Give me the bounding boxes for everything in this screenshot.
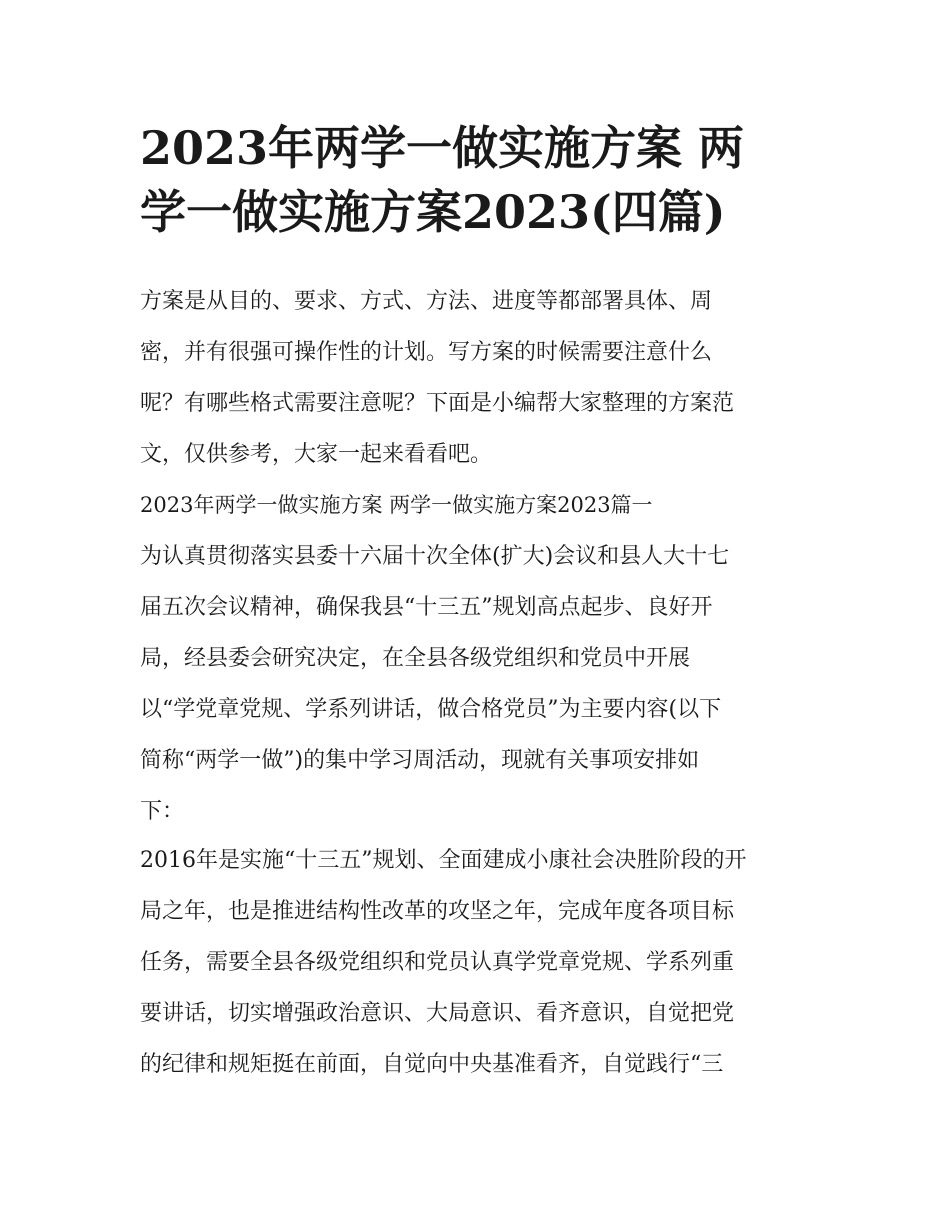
paragraph-two — [140, 835, 840, 1090]
text-line: 文，仅供参考，大家一起来看看吧。 — [140, 442, 493, 467]
text-line: 局之年，也是推进结构性改革的攻坚之年，完成年度各项目标 — [140, 899, 735, 924]
text-line: 以“学党章党规、学系列讲话，做合格党员”为主要内容(以下 — [140, 697, 722, 722]
document-title — [140, 116, 840, 244]
text-line: 为认真贯彻落实县委十六届十次全体(扩大)会议和县人大十七 — [140, 544, 730, 569]
text-line: 届五次会议精神，确保我县“十三五”规划高点起步、良好开 — [140, 595, 713, 620]
text-line: 局，经县委会研究决定，在全县各级党组织和党员中开展 — [140, 646, 691, 671]
text-line: 2016年是实施“十三五”规划、全面建成小康社会决胜阶段的开 — [140, 848, 747, 873]
title-line: 2023年两学一做实施方案 两 — [140, 121, 745, 175]
text-line: 的纪律和规矩挺在前面，自觉向中央基准看齐，自觉践行“三 — [140, 1052, 724, 1077]
text-line: 密，并有很强可操作性的计划。写方案的时候需要注意什么 — [140, 340, 713, 365]
paragraph-one — [140, 531, 840, 837]
text-line: 简称“两学一做”)的集中学习周活动，现就有关事项安排如 — [140, 748, 700, 773]
text-line: 下： — [140, 799, 185, 824]
text-line: 要讲话，切实增强政治意识、大局意识、看齐意识，自觉把党 — [140, 1001, 735, 1026]
text-line: 方案是从目的、要求、方式、方法、进度等都部署具体、周 — [140, 289, 713, 314]
intro-paragraph — [140, 276, 840, 480]
title-line: 学一做实施方案2023(四篇) — [140, 185, 726, 239]
text-line: 任务，需要全县各级党组织和党员认真学党章党规、学系列重 — [140, 950, 735, 975]
section-heading: 2023年两学一做实施方案 两学一做实施方案2023篇一 — [140, 493, 653, 517]
text-line: 呢？有哪些格式需要注意呢？下面是小编帮大家整理的方案范 — [140, 391, 735, 416]
